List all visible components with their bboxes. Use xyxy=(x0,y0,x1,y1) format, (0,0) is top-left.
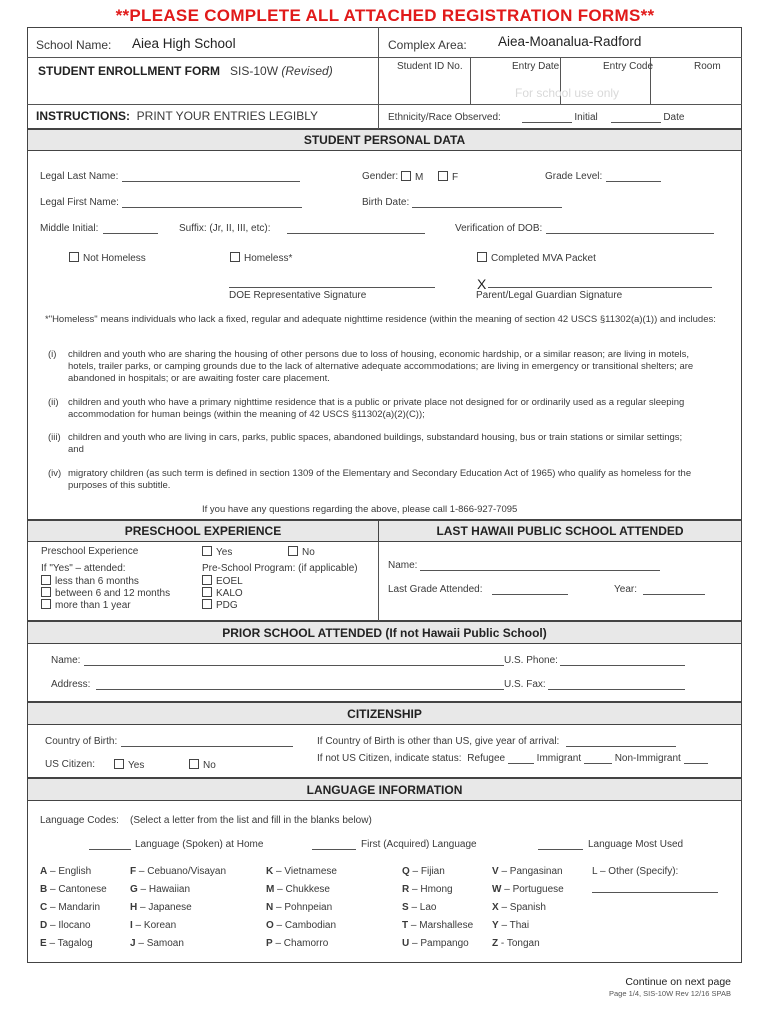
gender-m-option[interactable] xyxy=(401,171,423,183)
not-homeless-label: Not Homeless xyxy=(83,253,146,264)
col-entry-code: Entry Code xyxy=(603,61,654,72)
country-of-birth-label: Country of Birth: xyxy=(45,736,118,747)
x-mark: X xyxy=(477,276,487,292)
completed-mva-checkbox[interactable] xyxy=(477,252,487,262)
section-band-preschool: PRESCHOOL EXPERIENCE xyxy=(27,520,379,542)
eoel-label: EOEL xyxy=(216,576,243,587)
not-homeless-option[interactable] xyxy=(69,252,146,264)
section-band-prior-school: PRIOR SCHOOL ATTENDED (If not Hawaii Public School) xyxy=(27,621,742,644)
language-code-column-4 xyxy=(402,866,492,956)
school-name-field[interactable]: Aiea High School xyxy=(132,36,236,51)
gender-m-label: M xyxy=(415,172,424,183)
gender-label: Gender: xyxy=(362,171,399,182)
pdg-label: PDG xyxy=(216,600,238,611)
most-used-field[interactable] xyxy=(538,839,583,850)
language-code-item: B – Cantonese xyxy=(40,884,107,895)
preschool-yes-label: Yes xyxy=(216,547,233,558)
refugee-field[interactable] xyxy=(508,754,534,764)
non-immigrant-label: Non-Immigrant xyxy=(614,753,681,764)
spoken-home-label: Language (Spoken) at Home xyxy=(135,839,264,850)
ethnicity-row xyxy=(388,112,684,123)
year-of-arrival-label: If Country of Birth is other than US, give year of arrival: xyxy=(317,736,560,747)
continue-next-page: Continue on next page xyxy=(625,976,731,988)
ethnicity-initial-field[interactable] xyxy=(522,122,572,123)
birth-date-field[interactable] xyxy=(412,197,562,208)
language-codes-label: Language Codes: xyxy=(40,815,119,826)
preschool-yes-checkbox[interactable] xyxy=(202,546,212,556)
language-code-column-2 xyxy=(130,866,260,956)
homeless-item-text: children and youth who are sharing the housing of other persons due to loss of housing, economic hardship, or a similar reason; are living in motels, hotels, trailer parks, or camping grounds due to the lack of alternative adequate accommodations; are living in emergency or transitional shelters; are abandoned in hospitals; or are awaiting foster care placement. xyxy=(68,349,694,384)
language-code-item: H – Japanese xyxy=(130,902,192,913)
instructions-label: INSTRUCTIONS: xyxy=(36,109,130,123)
questions-phone: If you have any questions regarding the above, please call 1-866-927-7095 xyxy=(202,504,518,515)
preschool-yes-option[interactable] xyxy=(202,546,232,558)
suffix-label: Suffix: (Jr, II, III, etc): xyxy=(179,223,271,234)
more1-checkbox[interactable] xyxy=(41,599,51,609)
page-title: **PLEASE COMPLETE ALL ATTACHED REGISTRATION FORMS** xyxy=(115,6,655,25)
homeless-item-number: (iv) xyxy=(48,468,62,479)
grade-level-label: Grade Level: xyxy=(545,171,603,182)
suffix-field[interactable] xyxy=(287,223,425,234)
first-acquired-label: First (Acquired) Language xyxy=(361,839,477,850)
language-code-item: K – Vietnamese xyxy=(266,866,337,877)
last-hawaii-name-label: Name: xyxy=(388,560,418,571)
language-code-item: A – English xyxy=(40,866,92,877)
language-code-item: U – Pampango xyxy=(402,938,469,949)
less6-checkbox[interactable] xyxy=(41,575,51,585)
kalo-option[interactable] xyxy=(202,587,243,599)
parent-signature-field[interactable] xyxy=(488,275,712,288)
year-field[interactable] xyxy=(643,584,705,595)
language-code-item: E – Tagalog xyxy=(40,938,93,949)
verification-dob-field[interactable] xyxy=(546,223,714,234)
us-citizen-label: US Citizen: xyxy=(45,759,96,770)
section-band-personal: STUDENT PERSONAL DATA xyxy=(27,129,742,151)
parent-signature-label: Parent/Legal Guardian Signature xyxy=(476,290,623,301)
form-title xyxy=(38,64,333,78)
more1-option[interactable] xyxy=(41,599,131,611)
last-grade-field[interactable] xyxy=(492,584,568,595)
immigrant-label: Immigrant xyxy=(536,753,582,764)
preschool-program-label: Pre-School Program: (if applicable) xyxy=(202,563,358,574)
not-homeless-checkbox[interactable] xyxy=(69,252,79,262)
initial-label: Initial xyxy=(574,112,598,123)
citizen-status-row xyxy=(317,753,708,764)
prior-name-field[interactable] xyxy=(84,655,504,666)
language-code-item: M – Chukkese xyxy=(266,884,330,895)
kalo-label: KALO xyxy=(216,588,243,599)
prior-address-field[interactable] xyxy=(96,679,504,690)
language-code-item: D – Ilocano xyxy=(40,920,91,931)
col-entry-date: Entry Date xyxy=(512,61,560,72)
col-room: Room xyxy=(694,61,721,72)
form-code: SIS-10W xyxy=(230,64,279,78)
language-code-item: N – Pohnpeian xyxy=(266,902,333,913)
homeless-option[interactable] xyxy=(230,252,292,264)
language-codes-instructions: (Select a letter from the list and fill in the blanks below) xyxy=(130,815,372,826)
language-code-item: Y – Thai xyxy=(492,920,530,931)
language-code-item: P – Chamorro xyxy=(266,938,329,949)
completed-mva-option[interactable] xyxy=(477,252,596,264)
ethnicity-label: Ethnicity/Race Observed: xyxy=(388,112,501,123)
other-language-field[interactable] xyxy=(592,882,718,893)
less6-option[interactable] xyxy=(41,575,139,587)
language-code-column-1 xyxy=(40,866,130,956)
us-citizen-no-checkbox[interactable] xyxy=(189,759,199,769)
prior-address-label: Address: xyxy=(51,679,91,690)
prior-phone-field[interactable] xyxy=(560,655,685,666)
most-used-label: Language Most Used xyxy=(588,839,684,850)
preschool-no-checkbox[interactable] xyxy=(288,546,298,556)
spoken-home-field[interactable] xyxy=(89,839,131,850)
legal-first-name-label: Legal First Name: xyxy=(40,197,119,208)
col-student-id: Student ID No. xyxy=(397,61,463,72)
language-code-item: R – Hmong xyxy=(402,884,453,895)
ethnicity-date-field[interactable] xyxy=(611,122,661,123)
refugee-label: Refugee xyxy=(467,753,506,764)
between-checkbox[interactable] xyxy=(41,587,51,597)
doe-signature-label: DOE Representative Signature xyxy=(229,290,367,301)
gender-f-label: F xyxy=(452,172,459,183)
language-code-column-3 xyxy=(266,866,396,956)
prior-fax-label: U.S. Fax: xyxy=(504,679,546,690)
language-code-item: T – Marshallese xyxy=(402,920,474,931)
homeless-checkbox[interactable] xyxy=(230,252,240,262)
form-revised: (Revised) xyxy=(281,64,333,78)
language-code-item: F – Cebuano/Visayan xyxy=(130,866,226,877)
date-label: Date xyxy=(663,112,685,123)
us-citizen-yes-checkbox[interactable] xyxy=(114,759,124,769)
language-code-item: I – Korean xyxy=(130,920,177,931)
other-language-label: L – Other (Specify): xyxy=(592,866,679,877)
pdg-checkbox[interactable] xyxy=(202,599,212,609)
form-title-main: STUDENT ENROLLMENT FORM xyxy=(38,64,220,78)
section-band-language: LANGUAGE INFORMATION xyxy=(27,778,742,801)
language-code-column-5 xyxy=(492,866,587,956)
us-citizen-yes-option[interactable] xyxy=(114,759,144,771)
language-code-item: Z - Tongan xyxy=(492,938,540,949)
for-school-use-watermark: For school use only xyxy=(515,86,620,100)
eoel-checkbox[interactable] xyxy=(202,575,212,585)
year-of-arrival-field[interactable] xyxy=(566,736,676,747)
doe-signature-field[interactable] xyxy=(229,275,435,288)
not-citizen-label: If not US Citizen, indicate status: xyxy=(317,753,462,764)
middle-initial-field[interactable] xyxy=(103,223,158,234)
prior-phone-label: U.S. Phone: xyxy=(504,655,558,666)
middle-initial-label: Middle Initial: xyxy=(40,223,99,234)
us-citizen-no-label: No xyxy=(203,760,216,771)
last-grade-label: Last Grade Attended: xyxy=(388,584,483,595)
between-label: between 6 and 12 months xyxy=(55,588,171,599)
kalo-checkbox[interactable] xyxy=(202,587,212,597)
gender-m-checkbox[interactable] xyxy=(401,171,411,181)
country-of-birth-field[interactable] xyxy=(121,736,293,747)
first-acquired-field[interactable] xyxy=(312,839,356,850)
non-immigrant-field[interactable] xyxy=(684,754,708,764)
prior-fax-field[interactable] xyxy=(548,679,685,690)
last-hawaii-name-field[interactable] xyxy=(420,560,660,571)
homeless-label: Homeless* xyxy=(244,253,293,264)
preschool-no-label: No xyxy=(302,547,315,558)
verification-dob-label: Verification of DOB: xyxy=(455,223,543,234)
language-code-item: J – Samoan xyxy=(130,938,184,949)
language-code-item: V – Pangasinan xyxy=(492,866,563,877)
legal-last-name-label: Legal Last Name: xyxy=(40,171,119,182)
homeless-item-number: (i) xyxy=(48,349,57,360)
completed-mva-label: Completed MVA Packet xyxy=(491,253,596,264)
legal-last-name-field[interactable] xyxy=(122,171,300,182)
prior-name-label: Name: xyxy=(51,655,81,666)
language-code-item: W – Portuguese xyxy=(492,884,564,895)
homeless-item-text: children and youth who are living in cars, parks, public spaces, abandoned buildings, substandard housing, bus or train stations or similar settings; and xyxy=(68,432,683,455)
page-number: Page 1/4, SIS-10W Rev 12/16 SPAB xyxy=(608,989,731,998)
language-code-item: O – Cambodian xyxy=(266,920,337,931)
pdg-option[interactable] xyxy=(202,599,238,611)
school-name-label: School Name: xyxy=(36,38,112,52)
preschool-no-option[interactable] xyxy=(288,546,315,558)
legal-first-name-field[interactable] xyxy=(122,197,302,208)
gender-f-checkbox[interactable] xyxy=(438,171,448,181)
immigrant-field[interactable] xyxy=(584,754,612,764)
language-code-item: Q – Fijian xyxy=(402,866,445,877)
preschool-experience-label: Preschool Experience xyxy=(41,546,139,557)
language-code-item: G – Hawaiian xyxy=(130,884,191,895)
year-label: Year: xyxy=(614,584,637,595)
complex-area-field[interactable]: Aiea-Moanalua-Radford xyxy=(498,34,642,49)
birth-date-label: Birth Date: xyxy=(362,197,410,208)
section-band-last-hawaii: LAST HAWAII PUBLIC SCHOOL ATTENDED xyxy=(378,520,742,542)
us-citizen-yes-label: Yes xyxy=(128,760,145,771)
grade-level-field[interactable] xyxy=(606,171,661,182)
us-citizen-no-option[interactable] xyxy=(189,759,216,771)
language-code-item: S – Lao xyxy=(402,902,437,913)
if-yes-label: If "Yes" – attended: xyxy=(41,563,126,574)
less6-label: less than 6 months xyxy=(55,576,139,587)
instructions xyxy=(36,109,318,123)
homeless-item-text: children and youth who have a primary nighttime residence that is a public or private place not designed for or ordinarily used as a regular sleeping accommodation for human beings (within the meaning of 42 USCS §11302(a)(2)(C)); xyxy=(68,397,685,420)
more1-label: more than 1 year xyxy=(55,600,131,611)
homeless-item-number: (iii) xyxy=(48,432,61,443)
gender-f-option[interactable] xyxy=(438,171,458,183)
section-band-citizenship: CITIZENSHIP xyxy=(27,702,742,725)
homeless-item-number: (ii) xyxy=(48,397,59,408)
homeless-item-text: migratory children (as such term is defined in section 1309 of the Elementary and Secondary Education Act of 1965) who qualify as homeless for the purposes of this subtitle. xyxy=(68,468,692,491)
homeless-definition: *"Homeless" means individuals who lack a fixed, regular and adequate nighttime residence (within the meaning of section 42 USCS §11302(a)(1)) and includes: xyxy=(45,314,716,325)
eoel-option[interactable] xyxy=(202,575,243,587)
prior-school-block xyxy=(27,644,742,702)
between-option[interactable] xyxy=(41,587,170,599)
language-code-item: C – Mandarin xyxy=(40,902,101,913)
language-code-item: X – Spanish xyxy=(492,902,546,913)
complex-area-label: Complex Area: xyxy=(388,38,467,52)
instructions-text: PRINT YOUR ENTRIES LEGIBLY xyxy=(136,109,319,123)
